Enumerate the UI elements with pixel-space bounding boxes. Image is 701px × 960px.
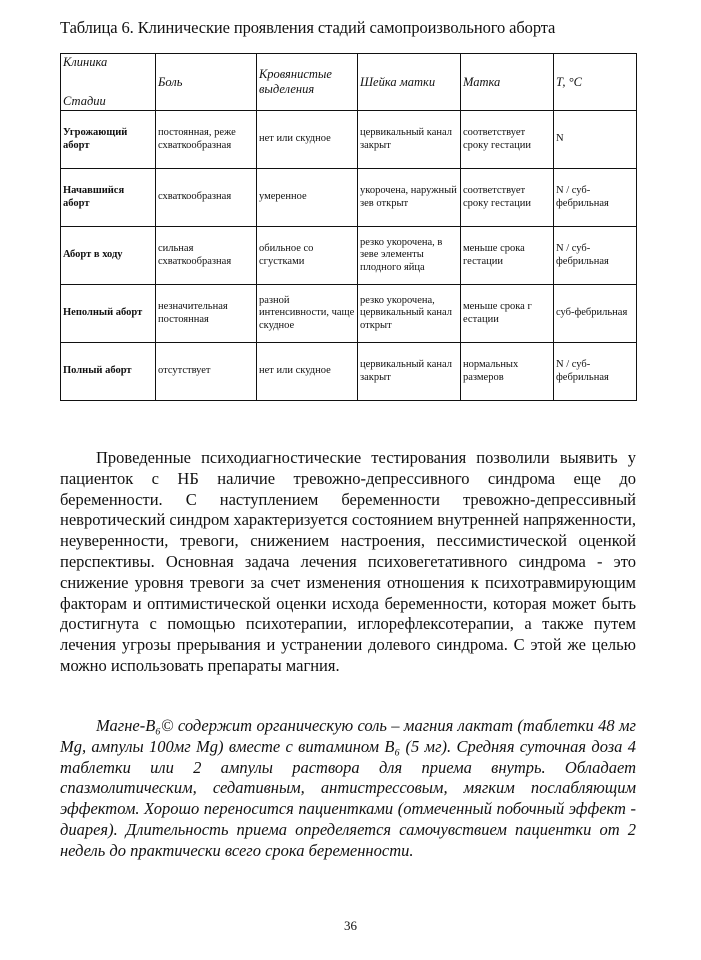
cervix-cell: укорочена, наружный зев открыт	[358, 169, 461, 227]
cervix-cell: цервикальный канал закрыт	[358, 111, 461, 169]
table-row	[61, 169, 637, 227]
uterus-cell: меньше срока г естации	[461, 285, 554, 343]
stage-cell: Аборт в ходу	[61, 227, 156, 285]
clinical-stages-table	[60, 53, 637, 401]
header-bleeding: Кровянистые выделения	[257, 54, 358, 111]
temp-cell: суб-фебрильная	[554, 285, 637, 343]
cervix-cell: резко укорочена, цервикальный канал открыт	[358, 285, 461, 343]
bleeding-cell: разной интенсивности, чаще скудное	[257, 285, 358, 343]
header-uterus: Матка	[461, 54, 554, 111]
paragraph-magne-b6: Магне-B₆© содержит органическую соль – магния лактат (таблетки 48 мг Mg, ампулы 100мг Mg) вместе с витамином B₆ (5 мг). Средняя суточная доза 4 таблетки или 2 ампулы раствора для приема внутрь. Обладает спазмолитическим, седативным, антистрессовым, мягким послабляющим эффектом. Хорошо переносится пациентками (отмеченный побочный эффект - диарея). Длительность приема определяется самочувствием пациентки от 2 недель до практически всего срока беременности.	[60, 716, 636, 860]
table-header-row	[61, 54, 637, 111]
temp-cell: N / суб-фебрильная	[554, 227, 637, 285]
stage-cell: Начавшийся аборт	[61, 169, 156, 227]
header-corner-top: Клиника	[63, 55, 108, 69]
pain-cell: схваткообразная	[156, 169, 257, 227]
stage-cell: Неполный аборт	[61, 285, 156, 343]
pain-cell: сильная схваткообразная	[156, 227, 257, 285]
table-row	[61, 111, 637, 169]
page-number: 36	[344, 918, 357, 933]
temp-cell: N / суб-фебрильная	[554, 343, 637, 401]
table-row	[61, 343, 637, 401]
header-corner-cell	[61, 54, 156, 111]
pain-cell: отсутствует	[156, 343, 257, 401]
table-row	[61, 227, 637, 285]
header-cervix: Шейка матки	[358, 54, 461, 111]
temp-cell: N	[554, 111, 637, 169]
header-pain: Боль	[156, 54, 257, 111]
bleeding-cell: нет или скудное	[257, 111, 358, 169]
pain-cell: незначительная постоянная	[156, 285, 257, 343]
header-temp: Т, °С	[554, 54, 637, 111]
bleeding-cell: обильное со сгустками	[257, 227, 358, 285]
cervix-cell: цервикальный канал закрыт	[358, 343, 461, 401]
table-row	[61, 285, 637, 343]
uterus-cell: меньше срока гестации	[461, 227, 554, 285]
uterus-cell: соответствует сроку гестации	[461, 111, 554, 169]
header-corner-bottom: Стадии	[63, 94, 106, 108]
pain-cell: постоянная, реже схваткообразная	[156, 111, 257, 169]
table-caption: Таблица 6. Клинические проявления стадий самопроизвольного аборта	[60, 18, 556, 37]
bleeding-cell: нет или скудное	[257, 343, 358, 401]
paragraph-psychodiagnostics: Проведенные психодиагностические тестирования позволили выявить у пациенток с НБ наличие тревожно-депрессивного синдрома еще до беременности. С наступлением беременности тревожно-депрессивный невротический синдром характеризуется состоянием внутренней напряженности, неуверенности, тревоги, снижением настроения, пессимистической оценкой перспективы. Основная задача лечения психовегетативного синдрома - это снижение уровня тревоги за счет изменения отношения к психотравмирующим факторам и оптимистической оценки исхода беременности, которая может быть достигнута с помощью психотерапии, иглорефлексотерапии, а также путем лечения угрозы прерывания и устранении долевого синдрома. С этой же целью можно использовать препараты магния.	[60, 448, 636, 675]
stage-cell: Угрожающий аборт	[61, 111, 156, 169]
bleeding-cell: умеренное	[257, 169, 358, 227]
temp-cell: N / суб-фебрильная	[554, 169, 637, 227]
cervix-cell: резко укорочена, в зеве элементы плодного яйца	[358, 227, 461, 285]
uterus-cell: соответствует сроку гестации	[461, 169, 554, 227]
stage-cell: Полный аборт	[61, 343, 156, 401]
uterus-cell: нормальных размеров	[461, 343, 554, 401]
